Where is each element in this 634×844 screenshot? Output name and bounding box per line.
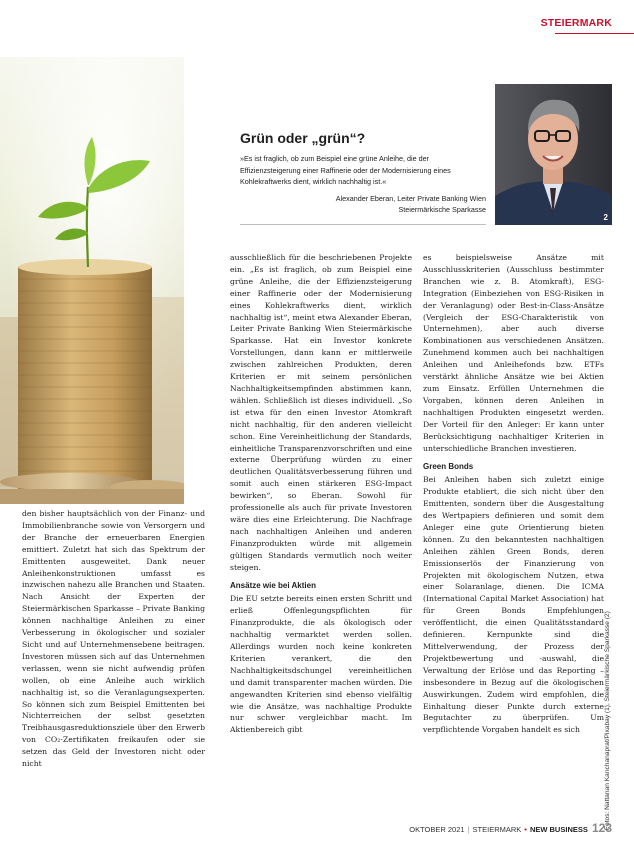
quote-box: [240, 130, 486, 216]
image-number: 2: [603, 213, 608, 222]
photo-credit: Fotos: Nattanan Kanchanaprat/Pixabay (1), Steiermärkische Sparkasse (2): [604, 611, 611, 830]
quote-title: Grün oder „grün“?: [240, 130, 366, 146]
quote-attribution-name: Alexander Eberan, Leiter Private Banking Wien: [335, 193, 486, 203]
paragraph: ausschließlich für die beschriebenen Projekte ein. „Es ist fraglich, ob zum Beispiel eine grüne Anleihe, die der Effizienzsteigerung einer Raffinerie oder der Modernisierung eines Kohlekraftwerks dient, wirklich nachhaltig ist“, meint etwa Alexander Eberan, Leiter Private Banking Wien Steiermärkische Sparkasse. Hat ein Investor konkrete Vorstellungen, dann kann er mittlerweile zwischen zahlreichen Produkten, deren Kriterien er mit seinem persönlichen Nachhaltigkeitsempfinden abstimmen kann, wählen. Schließlich ist dieses individuell. „So ist etwa für den einen Investor Atomkraft nicht nachhaltig, für den anderen vielleicht schon. Eine Vereinheitlichung der Standards, einheitliche Transparenzvorschriften und eine externe Überprüfung würden zu einer deutlichen Qualitätsverbesserung führen und somit auch einen stärkeren ESG-Impact bewirken“, so Eberan. Sowohl für professionelle als auch für private Investoren wäre dies eine Erleichterung. Die Nachfrage nach nachhaltigen Anleihen und anderen Finanzprodukten würde mit allgemein gültigen Standards vermutlich noch weiter steigen.: [230, 253, 412, 572]
footer-region: STEIERMARK: [472, 825, 522, 834]
section-rule: [555, 33, 634, 34]
section-label: STEIERMARK: [540, 17, 612, 29]
issue-date: OKTOBER 2021: [409, 825, 465, 834]
quote-text: »Es ist fraglich, ob zum Beispiel eine grüne Anleihe, die der Effizienzsteigerung einer Raffinerie oder der Modernisierung eines Kohlekraftwerks dient, wirklich nachhaltig ist.«: [240, 154, 451, 186]
article-column-3: [423, 252, 604, 736]
page-footer: [409, 821, 612, 835]
paragraph: Bei Anleihen haben sich zuletzt einige Produkte etabliert, die sich nicht über den Emittenten, sondern über die Ausgestaltung des Wertpapiers definieren und somit dem Anleger eine gute Orientierung bieten können. Zu den bekanntesten nachhaltigen Anleihen zählen Green Bonds, deren Emissionserlös der Finanzierung von Projekten mit ökologischem Nutzen, etwa einer Solaranlage, dienen. Die ICMA (International Capital Market Association) hat für Green Bonds Empfehlungen veröffentlicht, die einen Qualitätsstandard definieren. Kernpunkte sind die Mittelverwendung, der Prozess der Projektbewertung und -auswahl, die Verwaltung der Erlöse und das Reporting – insbesondere in Bezug auf die ökologischen Auswirkungen. Zudem wird empfohlen, die Einhaltung dieser Punkte durch externe Begutachter zu überprüfen. Um verpflichtende Vorgaben handelt es sich: [423, 475, 604, 735]
page-number: 123: [591, 821, 612, 835]
paragraph: den bisher hauptsächlich von der Finanz- und Immobilienbranche sowie von Versorgern und der Branche der erneuerbaren Energien emittiert. Zuletzt hat sich das Spektrum der Emittenten ausgeweitet. Dank neuer Anleihenkonstruktionen umfasst es inzwischen nahezu alle Branchen und Staaten. Nach Ansicht der Experten der Steiermärkischen Sparkasse – Private Banking können nachhaltige Anleihen zu einer Verbesserung in ökologischer und sozialer Sicht und auf Unternehmensebene beitragen. Investoren müssen sich auf das Unternehmen verlassen, wenn sie nicht aufwendig prüfen wollen, ob eine Anleihe auch wirklich nachhaltig ist, so die Veranlagungsexperten. So können sich zum Beispiel Emittenten bei Nichterreichen der selbst gesetzten Treibhausgasreduktionsziele über den Erwerb von CO₂-Zertifikaten freikaufen oder sie setzen das Geld der Investoren nicht oder nicht: [22, 509, 205, 769]
paragraph: es beispielsweise Ansätze mit Ausschlusskriterien (Ausschluss bestimmter Branchen wie z. B. Atomkraft), ESG-Integration (Einbeziehen von ESG-Risiken in der Veranlagung) oder Best-in-Class-Ansätze (Vergleich der ESG-Charakteristik von Unternehmen), aber auch diverse Kombinationen aus verschiedenen Ansätzen. Zunehmend kommen auch bei nachhaltigen Anleihen und Anleihefonds bzw. ETFs verstärkt ähnliche Ansätze wie bei Aktien zum Einsatz. Erfüllen Unternehmen die Vorgaben, können deren Anleihen in nachhaltigen Produkten eingesetzt werden. Der Vorteil für den Anleger: Er kann unter Berücksichtigung nachhaltiger Kriterien in unterschiedliche Branchen investieren.: [423, 253, 604, 453]
coins-seedling-photo: [0, 57, 184, 504]
footer-separator: |: [467, 825, 470, 834]
subheading: Green Bonds: [423, 462, 474, 472]
article-column-2: [230, 252, 412, 736]
paragraph: Die EU setzte bereits einen ersten Schritt und erließ Offenlegungspflichten für Finanzprodukte, die als ökologisch oder nachhaltig vermarktet werden sollen. Allerdings wurden noch keine konkreten Kriterien verankert, die den Nachhaltigkeitsdschungel vereinheitlichen und damit transparenter machen würden. Die angewandten Kriterien sind ebenso vielfältig wie die Ansätze, was nachhaltige Produkte nur schwer vergleichbar macht. Im Aktienbereich gibt: [230, 594, 412, 735]
quote-rule: [240, 224, 486, 225]
portrait-photo: [495, 84, 612, 225]
quote-attribution: [240, 193, 486, 216]
quote-attribution-org: Steiermärkische Sparkasse: [398, 205, 486, 214]
footer-bullet: •: [524, 825, 527, 834]
subheading: Ansätze wie bei Aktien: [230, 581, 316, 591]
article-column-1: [22, 508, 205, 770]
magazine-brand: NEW BUSINESS: [529, 825, 588, 834]
